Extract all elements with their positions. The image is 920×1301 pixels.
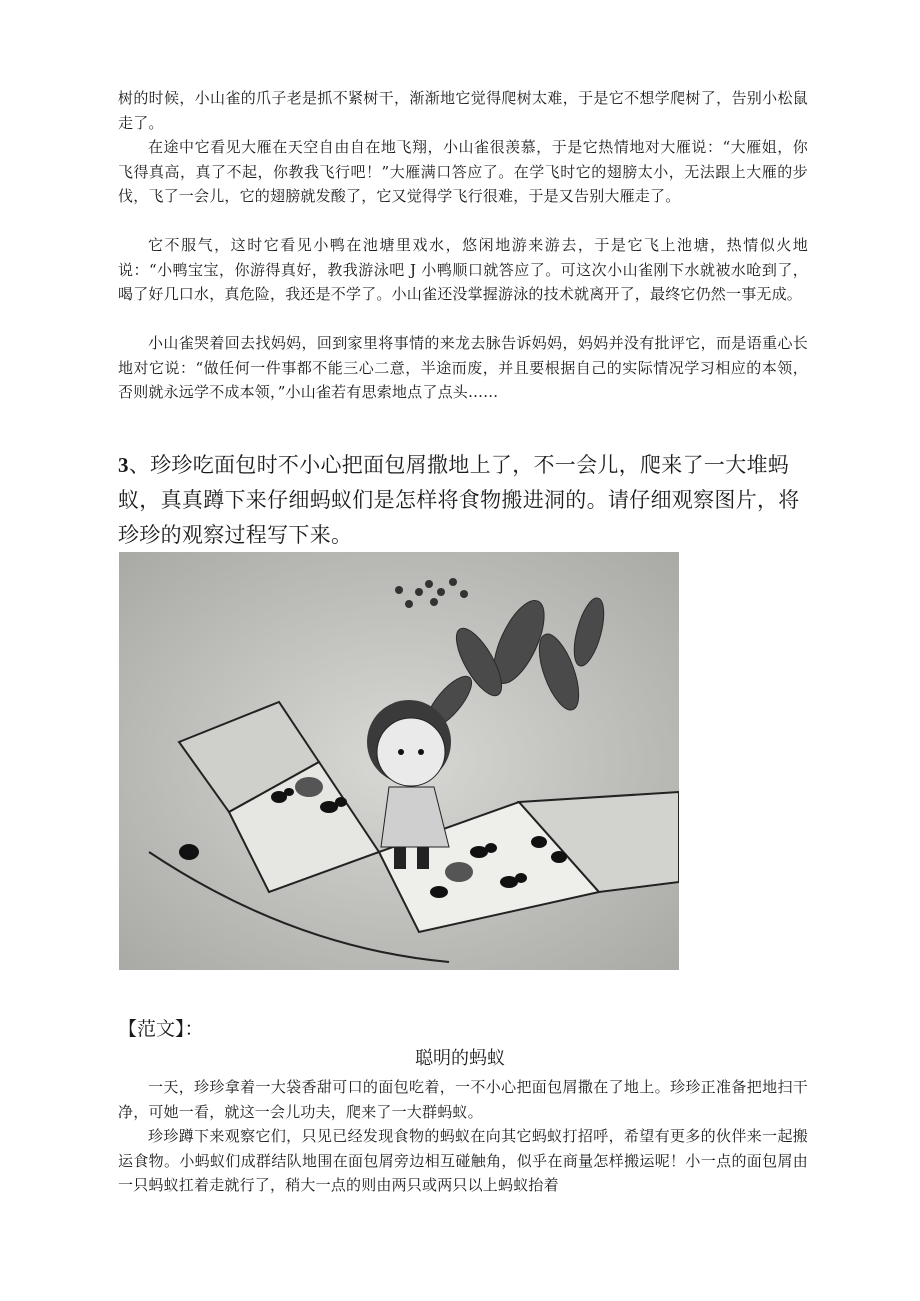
question-number: 3 [118,453,129,477]
story-paragraph-2: 它不服气，这时它看见小鸭在池塘里戏水，悠闲地游来游去，于是它飞上池塘，热情似火地说：“小鸭宝宝，你游得真好，教我游泳吧 J 小鸭顺口就答应了。可这次小山雀刚下水就被水呛到了，喝了好几口水，真危险，我还是不学了。小山雀还没掌握游泳的技术就离开了，最终它仍然一事无成。 [118,236,808,303]
sample-paragraph-1: 一天，珍珍拿着一大袋香甜可口的面包吃着，一不小心把面包屑撒在了地上。珍珍正准备把地扫干净，可她一看，就这一会儿功夫，爬来了一大群蚂蚁。 [118,1078,808,1121]
story-paragraph-3: 小山雀哭着回去找妈妈，回到家里将事情的来龙去脉告诉妈妈，妈妈并没有批评它，而是语重心长地对它说：“做任何一件事都不能三心二意，半途而废，并且要根据自己的实际情况学习相应的本领，否则就永远学不成本领，”小山雀若有思索地点了点头…… [118,334,808,401]
sample-heading: 【范文】： [118,1018,204,1040]
question-text: 、珍珍吃面包时不小心把面包屑撒地上了，不一会儿，爬来了一大堆蚂蚁，真真蹲下来仔细蚂蚁们是怎样将食物搬进洞的。请仔细观察图片，将珍珍的观察过程写下来。 [118,453,800,547]
sample-paragraph-2: 珍珍蹲下来观察它们，只见已经发现食物的蚂蚁在向其它蚂蚁打招呼，希望有更多的伙伴来一起搬运食物。小蚂蚁们成群结队地围在面包屑旁边相互碰触角，似乎在商量怎样搬运呢！小一点的面包屑由一只蚂蚁扛着走就行了，稍大一点的则由两只或两只以上蚂蚁抬着 [118,1127,808,1194]
question-3 [118,448,808,553]
illustration-girl-watching-ants [119,552,679,970]
sample-title: 聪明的蚂蚁 [415,1048,505,1069]
illustration-drawing [119,552,679,970]
story-paragraph-0: 树的时候，小山雀的爪子老是抓不紧树干，渐渐地它觉得爬树太难，于是它不想学爬树了，告别小松鼠走了。 [118,89,808,132]
story-paragraph-1: 在途中它看见大雁在天空自由自在地飞翔，小山雀很羡慕，于是它热情地对大雁说：“大雁姐，你飞得真高，真了不起，你教我飞行吧！”大雁满口答应了。在学飞时它的翅膀太小，无法跟上大雁的步伐，飞了一会儿，它的翅膀就发酸了，它又觉得学飞行很难，于是又告别大雁走了。 [118,138,808,205]
